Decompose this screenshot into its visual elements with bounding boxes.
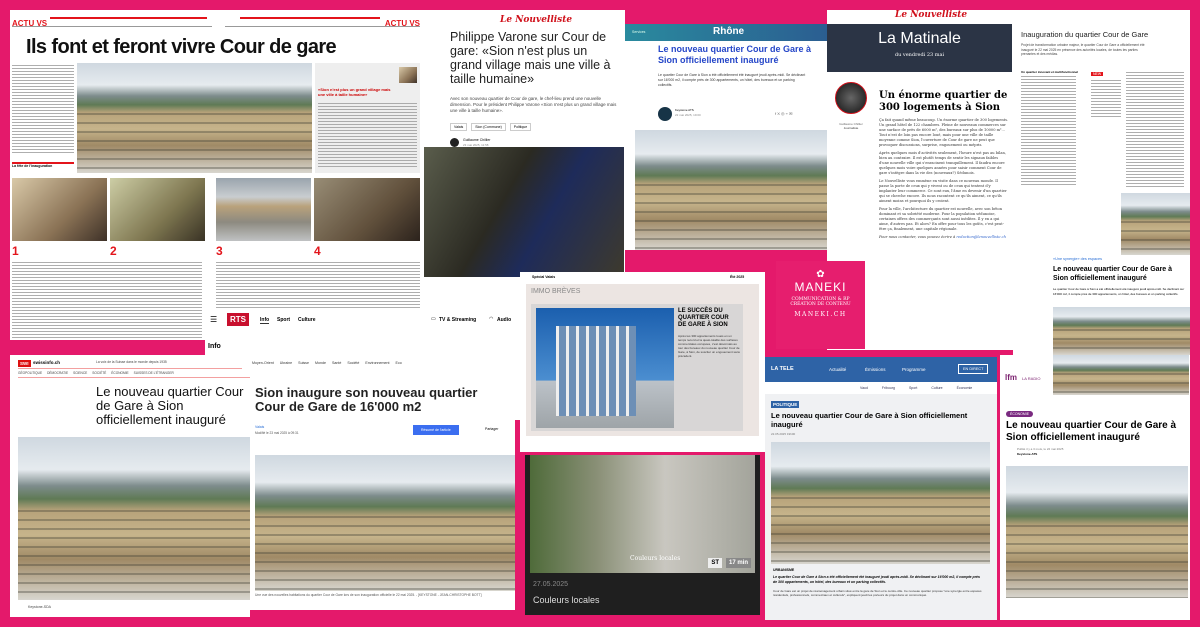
- headline: Un énorme quartier de 300 logements à Sion: [879, 90, 1008, 113]
- lfm-article: lfm LA RADIO ÉCONOMIE Le nouveau quartier Cour de Gare à Sion officiellement inauguré Publié il y a 3 mois, le 22 mai 2025 Keystone-ATS: [1000, 355, 1190, 620]
- summary-button[interactable]: Résumé de l'article: [413, 425, 459, 435]
- tags: Valais Sion (Commune) Politique: [450, 123, 531, 131]
- article-photo: [255, 455, 515, 591]
- article-title: Le nouveau quartier Cour de Gare à Sion officiellement inauguré: [96, 384, 244, 427]
- maneki-ad[interactable]: ✿ MANEKI COMMUNICATION & RP CRÉATION DE CONTENU MANEKI.CH: [776, 261, 865, 349]
- article-lead: Avec son nouveau quartier de Cour de gare, le chef-lieu prend une nouvelle dimension. Pour le président Philippe Varone «Sion n'est plus un grand village mais une ville à taille humaine».: [450, 96, 617, 113]
- varone-photo: [424, 147, 624, 277]
- article-title: Le nouveau quartier Cour de Gare à Sion officiellement inauguré: [658, 44, 812, 65]
- rhone-logo[interactable]: Rhône: [713, 26, 745, 37]
- new-badge: NEW: [1093, 72, 1102, 76]
- doc-photo: [1121, 193, 1190, 255]
- photo-2: [110, 178, 205, 241]
- lfm-logo[interactable]: lfm: [1005, 373, 1017, 382]
- video-card[interactable]: Couleurs locales ST 17 min 27.05.2025 Couleurs locales: [525, 455, 760, 615]
- author-avatar: [450, 138, 459, 147]
- article-title: Sion inaugure son nouveau quartier Cour de Gare de 16'000 m2: [255, 385, 478, 414]
- section-header-left: ACTU VS: [12, 13, 212, 27]
- video-thumbnail[interactable]: Couleurs locales ST 17 min: [530, 455, 755, 573]
- section-header-right: ACTU VS: [225, 13, 420, 27]
- office-building-photo: [536, 308, 674, 428]
- tv-icon: ▭: [431, 316, 436, 322]
- live-button[interactable]: EN DIRECT: [958, 364, 988, 374]
- photo-1: [12, 178, 107, 241]
- box-title: La fête de l'inauguration: [12, 162, 74, 168]
- rhone-header: Services Rhône: [625, 24, 827, 41]
- varone-portrait: [399, 67, 417, 83]
- share-button[interactable]: Partager: [485, 427, 499, 431]
- swissinfo-nav: GÉOPOLITIQUE DÉMOCRATIE SCIENCE SOCIÉTÉ ÉCONOMIE SUISSES DE L'ÉTRANGER: [18, 371, 250, 378]
- newspaper-spread: ACTU VS ACTU VS Ils font et feront vivre Cour de gare La fête de l'inauguration «Sion n'est plus un grand village mais une ville à taille humaine» 1 2 3 4: [10, 10, 420, 340]
- synergy-photo: [1053, 307, 1190, 355]
- menu-icon[interactable]: ☰: [210, 315, 218, 324]
- immo-breves: Spécial Valais Été 2025 IMMO BRÈVES LE SUCCÈS DU QUARTIER COUR DE GARE À SION Après les 300 appartements loués en un temps record et la quasi-totalité des surfaces commerciales occupées, c'est désormais au tour des bureaux du nouveau quartier Cour de Gare, à Sion, de susciter un engouement sans précédent.: [520, 272, 765, 452]
- article-photo: [1006, 466, 1188, 598]
- swissinfo-article: SWI swissinfo.ch La voix de la Suisse dans le monde depuis 1935 GÉOPOLITIQUE DÉMOCRATIE SCIENCE SOCIÉTÉ ÉCONOMIE SUISSES DE L'ÉTRANGER Le nouveau quartier Cour de Gare à Sion officiellement inauguré Keystone-SDA: [10, 355, 250, 617]
- side-interview: «Sion n'est plus un grand village mais une ville à taille humaine»: [315, 63, 420, 173]
- email-link[interactable]: redaction@lenouvelliste.ch: [956, 235, 1006, 239]
- headphones-icon: ◠: [489, 316, 494, 322]
- latele-logo[interactable]: LA TELE: [771, 366, 794, 372]
- inauguration-doc: Inauguration du quartier Cour de Gare Projet de transformation urbaine majeur, le quartier Cour de Gare a officiellement été inauguré le 22 mai 2025 en présence des autorités locales, de toutes les parties prenantes et des médias. Un quartier innovant et multifonctionnel NEW: [1013, 10, 1190, 255]
- journalist-avatar: [835, 82, 867, 114]
- share-icons[interactable]: f X ◎ ⌁ ✉: [775, 111, 793, 116]
- photo-3: [216, 178, 311, 241]
- lfm-header-photo: [1053, 355, 1189, 395]
- synergy-article: «Une synergie» des espaces Le nouveau quartier Cour de Gare à Sion officiellement inauguré Le quartier Cour de Gare à Sion a été officiellement été inauguré jeudi après-midi. Se déclinant sur 16'000 m2, il compte près de 300 appartements, un hôtel, des bureaux et un parking collectifs.: [1013, 255, 1190, 355]
- article-photo: [635, 130, 827, 250]
- rts-logo[interactable]: RTS: [227, 313, 249, 326]
- cour-de-gare-photo: [77, 63, 312, 173]
- author-avatar: [658, 107, 672, 121]
- article-photo: [18, 437, 250, 600]
- rhone-article: Services Rhône Le nouveau quartier Cour de Gare à Sion officiellement inauguré Le quartier Cour de Gare à Sion a été officiellement été inauguré jeudi après-midi. Se déclinant sur 16'000 m2, il compte près de 300 appartements, un hôtel, des bureaux et un parking collectifs. Keystone ATS 22 mai 2025, 19:00 f X ◎ ⌁ ✉: [625, 24, 827, 250]
- nouvelliste-article: Le Nouvelliste Philippe Varone sur Cour de gare: «Sion n'est plus un grand village mais une ville à taille humaine» Avec son nouveau quartier de Cour de gare, le chef-lieu prend une nouvelle dimension. Pour le président Philippe Varone «Sion n'est plus un grand village mais une ville à taille humaine». Valais Sion (Commune) Politique Guillaume Chillier 23 mai 2025, 11:58: [420, 10, 625, 420]
- latele-article: LA TELE Actualité Émissions Programme EN DIRECT Vaud Fribourg Sport Culture Économie POLITIQUE Le nouveau quartier Cour de Gare à Sion officiellement inauguré 22.05.2025 19h00 URBANISME Le quartier Cour de Gare à Sion a été officiellement été inauguré jeudi après-midi. Se déclinant sur 16'000 m2, il compte près de 300 appartements, un hôtel, des bureaux et un parking collectifs. Cour de Gare est un projet de réaménagement urbain situé entre la gare de Sion et le centre-ville. Ce nouveau quartier propose "une synergie entre espaces résidentiels, professionnels, commerciaux et culturels", expliquent jeudi les porteurs du projet dans un communiqué.: [765, 357, 997, 620]
- nouvelliste-logo[interactable]: Le Nouvelliste: [500, 15, 573, 25]
- article-photo: [771, 442, 990, 564]
- rts-article: Moyen-Orient Ukraine Suisse Monde Santé Société Environnement Eco Sion inaugure son nouveau quartier Cour de Gare de 16'000 m2 Valais Modifié le 23 mai 2025 à 09:31 Résumé de l'article Partager Une vue des nouvelles habitations du quartier Cour de Gare lors de son inauguration officielle le 22 mai 2025. - [KEYSTONE - JEAN-CHRISTOPHE BOTT]: [250, 355, 515, 610]
- matinale-banner: La Matinale du vendredi 23 mai: [827, 24, 1012, 72]
- photo-4: [314, 178, 420, 241]
- topics-nav: Moyen-Orient Ukraine Suisse Monde Santé Société Environnement Eco: [252, 361, 402, 365]
- latele-header: LA TELE Actualité Émissions Programme EN DIRECT: [765, 357, 997, 382]
- maneki-flower-icon: ✿: [816, 269, 825, 280]
- rts-header: ☰ RTS Info Sport Culture ▭ TV & Streaming ◠ Audio Info: [205, 310, 520, 358]
- swi-logo[interactable]: SWI: [20, 361, 29, 366]
- article-title: Philippe Varone sur Cour de gare: «Sion n'est plus un grand village mais une ville à taille humaine»: [450, 30, 611, 86]
- matinale-newsletter: Le Nouvelliste La Matinale du vendredi 23 mai Guillaume Chillier Journaliste Un énorme quartier de 300 logements à Sion Ça fait quand même beaucoup. Un énorme quartier de 300 logements. Un grand hôtel de 122 chambres. Pleine de nouveaux commerces sur une surface de près de 6000 m², des bureaux sur plus de 10000 m²... Tout n'est de loin pas encore loué, mais pour une ville de taille moyenne comme Sion, l'ouverture de Cour de gare ne peut que provoquer discussions, surprise, engouement ou mépris. Après quelques mois d'activités seulement, l'heure n'est pas au bilan, bien au contraire. Il est plutôt temps de sentir les signaux faibles d'une nouvelle ville qui s'enracinent tranquillement. Il faudra encore quelques mois voire quelques années pour saisir comment Cour de gare s'intègre dans la vie des (nouveaux?) Sédunois. Le Nouvelliste vous emmène en visite dans ce nouveau monde. Il passe la porte de ceux qui y vivent ou de ceux qui tentent d'y implanter leur commerce. Ce sont eux, l'âme en devenir d'un quartier qui se cherche encore. Ils nous racontent ce qu'ils aiment, ce qu'ils aiment moins et pourquoi ils y croient. Pour la ville, l'architecture du quartier est nouvelle, avec son béton dominant et sa sobriété moderne. Pour la population sédunoise, certaines offres des commerçants sont aussi inédites. Il y en a qui aime, d'autres pas. Et alors? En offre pour tous les goûts, c'est peut-être ça, finalement, une capitale régionale. Pour nous contacter, vous pouvez écrire à redaction@lenouvelliste.ch: [827, 10, 1013, 350]
- spread-headline: Ils font et feront vivre Cour de gare: [26, 36, 337, 58]
